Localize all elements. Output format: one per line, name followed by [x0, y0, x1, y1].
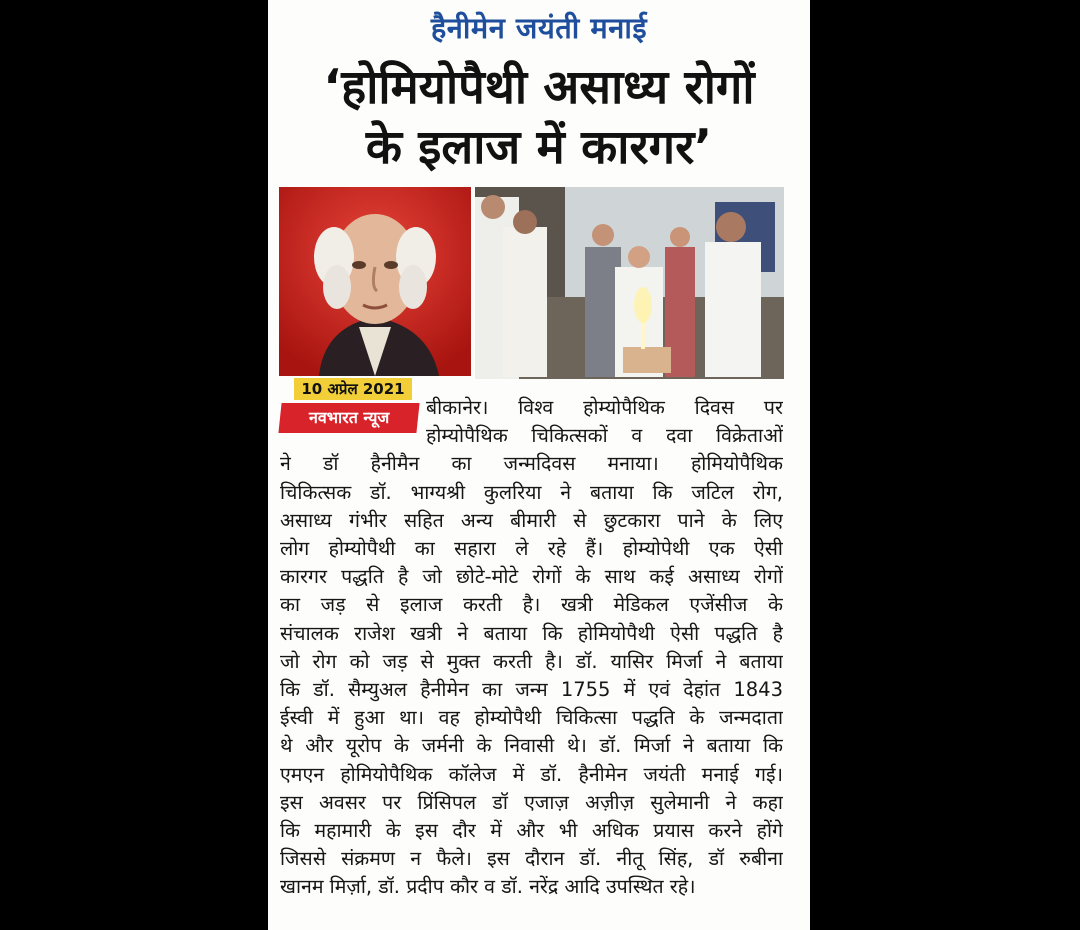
body-line: कि महामारी के इस दौर में और भी अधिक प्रयास करने होंगे — [280, 819, 783, 843]
body-line: कारगर पद्धति है जो छोटे-मोटे रोगों के साथ कई असाध्य रोगों — [280, 565, 783, 589]
body-line: चिकित्सक डॉ. भाग्यश्री कुलरिया ने बताया कि जटिल रोग, — [280, 480, 783, 504]
body-line: असाध्य गंभीर सहित अन्य बीमारी से छुटकारा पाने के लिए — [280, 508, 783, 532]
body-line: लोग होम्योपैथी का सहारा ले रहे हैं। होम्योपेथी एक ऐसी — [280, 537, 783, 561]
body-line: का जड़ से इलाज करती है। खत्री मेडिकल एजेंसीज के — [280, 593, 783, 617]
body-line: संचालक राजेश खत्री ने बताया कि होमियोपैथी ऐसी पद्धति है — [280, 621, 783, 645]
body-line: इस अवसर पर प्रिंसिपल डॉ एजाज़ अज़ीज़ सुलेमानी ने कहा — [280, 790, 783, 814]
hahnemann-portrait-photo — [279, 187, 471, 376]
celebration-photo — [475, 187, 784, 379]
body-line: ईस्वी में हुआ था। वह होम्योपैथी चिकित्सा पद्धति के जन्मदाता — [280, 706, 783, 730]
body-line: होम्योपैथिक चिकित्सकों व दवा विक्रेताओं — [426, 424, 783, 448]
body-line: बीकानेर। विश्व होम्योपैथिक दिवस पर — [426, 396, 783, 419]
celebration-scene — [475, 187, 784, 379]
body-line: एमएन होमियोपैथिक कॉलेज में डॉ. हैनीमेन जयंती मनाई गई। — [280, 762, 783, 786]
dateline-badge: 10 अप्रेल 2021 — [294, 378, 412, 400]
body-line: जो रोग को जड़ से मुक्त करती है। डॉ. यासिर मिर्जा ने बताया — [280, 649, 783, 673]
source-tag-label: नवभारत न्यूज — [308, 408, 390, 427]
portrait-illustration — [279, 187, 471, 376]
kicker-heading: हैनीमेन जयंती मनाई — [430, 11, 648, 45]
body-line: खानम मिर्ज़ा, डॉ. प्रदीप कौर व डॉ. नरेंद्र आदि उपस्थित रहे। — [280, 875, 696, 899]
article-body — [280, 394, 783, 902]
body-line: ने डॉ हैनीमैन का जन्मदिवस मनाया। होमियोपैथिक — [280, 452, 783, 476]
body-line: कि डॉ. सैम्युअल हैनीमेन का जन्म 1755 में एवं देहांत 1843 — [280, 678, 783, 702]
body-line: थे और यूरोप के जर्मनी के निवासी थे। डॉ. मिर्जा ने बताया कि — [280, 734, 783, 758]
headline — [268, 58, 810, 178]
headline-line-2: के इलाज में कारगर’ — [365, 120, 713, 175]
body-line: जिससे संक्रमण न फैले। इस दौरान डॉ. नीतू सिंह, डॉ रुबीना — [280, 847, 783, 871]
headline-line-1: ‘होमियोपैथी असाध्य रोगों — [323, 60, 755, 115]
newspaper-clipping — [268, 0, 810, 930]
